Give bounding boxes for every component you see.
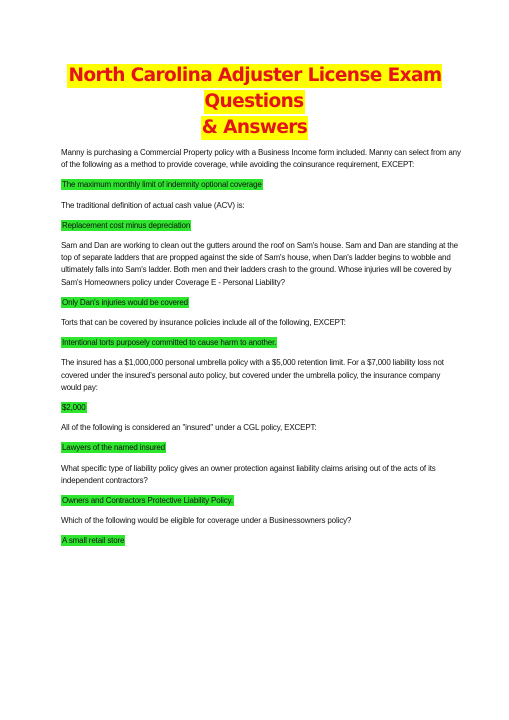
title-line-1: North Carolina Adjuster License Exam Questions <box>68 65 442 112</box>
question-5: The insured has a $1,000,000 personal umbrella policy with a $5,000 retention limit. For a $7,000 liability loss not covered under the insured's personal auto policy, but covered under the umbrella policy, the insurance company would pay: <box>61 358 444 392</box>
question-4: Torts that can be covered by insurance policies include all of the following, EXCEPT: <box>61 318 346 328</box>
question-2: The traditional definition of actual cash value (ACV) is: <box>61 200 245 210</box>
qa-list <box>61 147 461 556</box>
answer-2 <box>61 220 461 232</box>
question-3: Sam and Dan are working to clean out the gutters around the roof on Sam's house. Sam and Dan are standing at the top of separate ladders that are propped against the side of Sam's house, when Dan's ladder begins to wobble and ultimately falls into Sam's ladder. Both men and their ladders crash to the ground. Whose injuries will be covered by Sam's Homeowners policy under Coverage E - Personal Liability? <box>61 241 458 287</box>
answer-8 <box>61 535 461 547</box>
answer-1-text: The maximum monthly limit of indemnity optional coverage <box>62 180 262 190</box>
answer-6 <box>61 442 461 454</box>
question-6: All of the following is considered an "insured" under a CGL policy, EXCEPT: <box>61 423 317 433</box>
title-line-2: & Answers <box>201 117 308 138</box>
answer-5-text: $2,000 <box>62 403 86 413</box>
question-8: Which of the following would be eligible for coverage under a Businessowners policy? <box>61 516 352 526</box>
answer-4-text: Intentional torts purposely committed to cause harm to another. <box>62 338 277 348</box>
question-7: What specific type of liability policy gives an owner protection against liability claims arising out of the acts of its independent contractors? <box>61 463 436 485</box>
question-1: Manny is purchasing a Commercial Property policy with a Business Income form included. Manny can select from any of the following as a method to provide coverage, while avoiding the coinsurance requirement, EXCEPT: <box>61 148 461 170</box>
answer-2-text: Replacement cost minus depreciation <box>62 220 191 230</box>
answer-4 <box>61 337 461 349</box>
answer-1 <box>61 179 461 191</box>
answer-7-text: Owners and Contractors Protective Liability Policy. <box>62 496 233 506</box>
answer-8-text: A small retail store <box>62 536 125 546</box>
answer-6-text: Lawyers of the named insured <box>62 443 165 453</box>
document-title <box>30 63 479 141</box>
answer-7 <box>61 495 461 507</box>
answer-3-text: Only Dan's injuries would be covered <box>62 297 188 307</box>
answer-3 <box>61 297 461 309</box>
answer-5 <box>61 402 461 414</box>
